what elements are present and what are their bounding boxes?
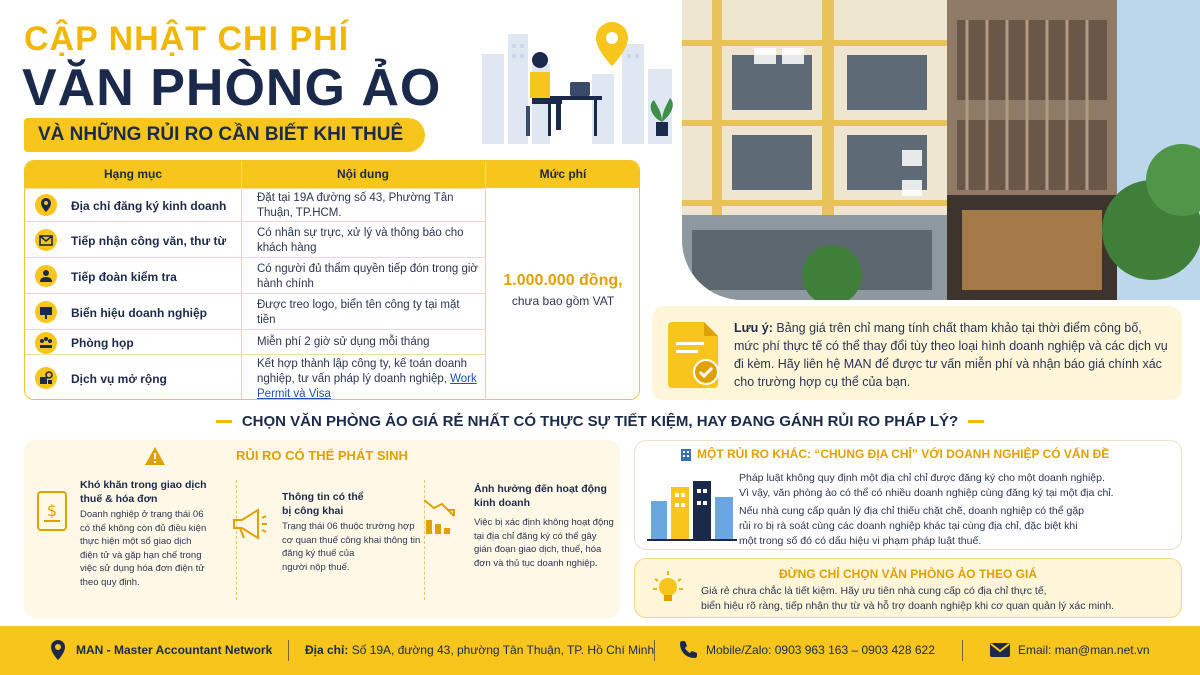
row-content: Có người đủ thẩm quyền tiếp đón trong giờ hành chính (257, 263, 478, 290)
section-heading-text: CHỌN VĂN PHÒNG ẢO GIÁ RẺ NHẤT CÓ THỰC SỰ TIẾT KIỆM, HAY ĐANG GÁNH RỦI RO PHÁP LÝ? (241, 413, 959, 431)
svg-text:$: $ (46, 501, 58, 520)
footer-address: Địa chỉ: Số 19A, đường 43, phường Tân Thuận, TP. Hồ Chí Minh (305, 643, 655, 657)
row-category: Phòng họp (71, 336, 134, 350)
subtitle-banner: VÀ NHỮNG RỦI RO CẦN BIẾT KHI THUÊ (24, 118, 425, 152)
location-pin-icon (46, 638, 70, 662)
row-category: Dịch vụ mở rộng (71, 372, 167, 386)
risk-panel (24, 440, 620, 618)
envelope-icon (988, 638, 1012, 662)
tip-text: Giá rẻ chưa chắc là tiết kiệm. Hãy ưu tiên nhà cung cấp có địa chỉ thực tế, biển hiệu rõ ràng, tiếp nhận thư từ và hỗ trợ doanh nghiệp khi cơ quan quản lý xác minh. (701, 585, 1115, 612)
signboard-icon (35, 301, 57, 323)
price-tip-box (634, 558, 1182, 618)
declining-chart-icon (420, 494, 458, 538)
tax-invoice-icon (34, 490, 72, 534)
shared-address-risk-panel (634, 440, 1182, 550)
row-content: Miễn phí 2 giờ sử dụng mỗi tháng (257, 336, 430, 348)
note-text (734, 319, 1170, 391)
risk-heading: RỦI RO CÓ THỂ PHÁT SINH (236, 448, 408, 463)
risk-title: Khó khăn trong giao dịch thuế & hóa đơn (80, 479, 207, 505)
footer-phone[interactable]: Mobile/Zalo: 0903 963 163 – 0903 428 622 (706, 643, 935, 657)
heading-dash (216, 420, 232, 423)
row-content (257, 357, 479, 400)
footer-separator (654, 640, 655, 661)
megaphone-icon (230, 502, 268, 546)
tip-heading: ĐỪNG CHỈ CHỌN VĂN PHÒNG ẢO THEO GIÁ (779, 567, 1037, 581)
price-cell (485, 188, 640, 400)
price-amount: 1.000.000 đồng, (503, 272, 623, 289)
city-buildings-icon (647, 477, 737, 541)
risk-body: Doanh nghiệp ở trạng thái 06 có thể không còn đủ điều kiện thực hiện một số giao dịch điện tử và gặp hạn chế trong việc sử dụng hóa đơn điện tử theo quy định. (80, 509, 207, 588)
building-icon (679, 447, 693, 461)
building-photo (682, 0, 1200, 300)
table-row (25, 329, 485, 354)
risk-title: Thông tin có thể bị công khai (282, 491, 364, 517)
header-content: Nội dung (337, 167, 389, 181)
envelope-icon (35, 229, 57, 251)
work-permit-visa-link[interactable]: Work Permit và Visa (257, 373, 477, 400)
header-category: Hạng mục (103, 167, 162, 181)
note-label: Lưu ý: (734, 321, 773, 335)
meeting-icon (35, 332, 57, 354)
footer-separator (962, 640, 963, 661)
table-row (25, 293, 485, 329)
note-body: Bảng giá trên chỉ mang tính chất tham khảo tại thời điểm công bố, mức phí thực tế có thể thay đổi tùy theo loại hình doanh nghiệp và các dịch vụ đi kèm. Hãy liên hệ MAN để được tư vấn miễn phí và nhận báo giá chính xác cho trường hợp cụ thể của bạn. (734, 321, 1168, 389)
person-icon (35, 265, 57, 287)
footer-separator (288, 640, 289, 661)
footer-bar (0, 626, 1200, 675)
row-content: Đặt tại 19A đường số 43, Phường Tân Thuận, TP.HCM. (257, 192, 454, 219)
services-icon (35, 367, 57, 389)
section-heading (0, 413, 1200, 433)
table-row (25, 221, 485, 257)
footer-company: MAN - Master Accountant Network (76, 643, 273, 657)
row-category: Biển hiệu doanh nghiệp (71, 306, 207, 320)
row-category: Tiếp đoàn kiểm tra (71, 270, 177, 284)
table-row (25, 257, 485, 293)
shared-address-heading: MỘT RỦI RO KHÁC: “CHUNG ĐỊA CHỈ” VỚI DOANH NGHIỆP CÓ VẤN ĐỀ (697, 447, 1110, 461)
row-content-text: Kết hợp thành lập công ty, kế toán doanh nghiệp, tư vấn pháp lý doanh nghiệp, (257, 358, 468, 385)
note-box (652, 306, 1182, 400)
risk-body: Việc bị xác định không hoạt động tại địa chỉ đăng ký có thể gây gián đoạn giao dịch, thuế, hóa đơn và thủ tục doanh nghiệp. (474, 517, 614, 569)
location-pin-icon (35, 194, 57, 216)
title-line-1: CẬP NHẬT CHI PHÍ (24, 20, 350, 58)
price-vat-note: chưa bao gồm VAT (511, 294, 615, 308)
title-line-2: VĂN PHÒNG ẢO (22, 59, 442, 117)
footer-email[interactable]: Email: man@man.net.vn (1018, 643, 1150, 657)
table-row (25, 188, 485, 221)
risk-body: Trạng thái 06 thuộc trường hợp cơ quan thuế công khai thông tin đăng ký thuế của người nộp thuế. (282, 521, 421, 573)
row-category: Địa chỉ đăng ký kinh doanh (71, 199, 227, 213)
row-category: Tiếp nhận công văn, thư từ (71, 234, 227, 248)
shared-address-paragraph-1: Pháp luật không quy định một địa chỉ chỉ được đăng ký cho một doanh nghiệp. Vì vậy, văn phòng ảo có thể có nhiều doanh nghiệp cùng đăng ký tại một địa chỉ. (739, 472, 1114, 499)
risk-title: Ảnh hưởng đến hoạt động kinh doanh (474, 483, 607, 509)
price-table (24, 160, 640, 400)
office-worker-illustration (472, 14, 682, 144)
heading-dash (968, 420, 984, 423)
shared-address-paragraph-2: Nếu nhà cung cấp quản lý địa chỉ thiếu chặt chẽ, doanh nghiệp có thể gặp rủi ro bị rà soát cùng các doanh nghiệp khác tại cùng địa chỉ, đặc biệt khi một trong số đó có dấu hiệu vi phạm pháp luật thuế. (739, 505, 1085, 547)
document-check-icon (664, 318, 726, 390)
header-price: Mức phí (539, 167, 587, 181)
table-header (25, 161, 639, 188)
phone-icon (676, 638, 700, 662)
row-content: Có nhân sự trực, xử lý và thông báo cho khách hàng (257, 227, 464, 254)
table-row (25, 354, 485, 400)
row-content: Được treo logo, biển tên công ty tại mặt tiền (257, 299, 460, 326)
